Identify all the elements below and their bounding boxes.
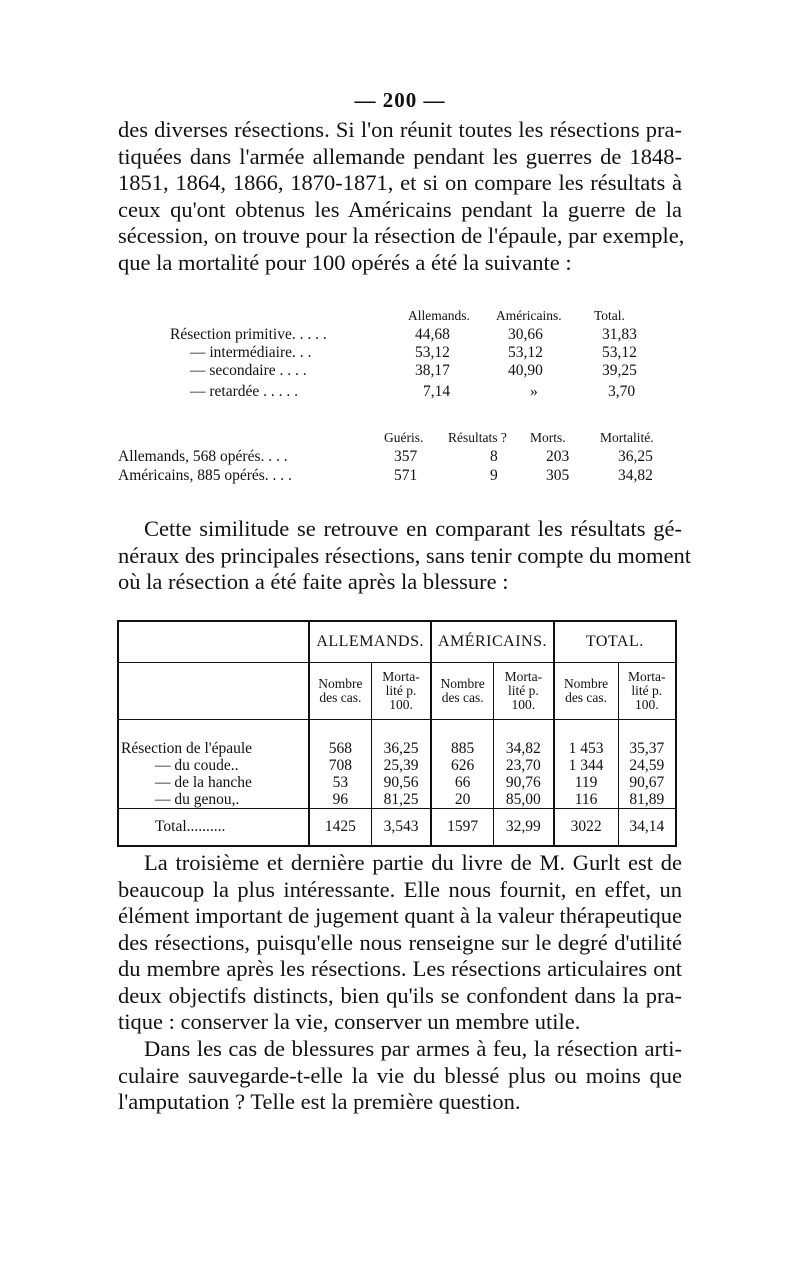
cell-value: 39,25: [602, 362, 637, 379]
column-header: Résultats ?: [448, 430, 507, 445]
column-header: Nombre des cas.: [309, 663, 371, 720]
cell-value: 1597: [431, 809, 493, 847]
text-line: Cette similitude se retrouve en comparant les résultats gé-: [144, 516, 682, 541]
table-mortality-timing: [118, 308, 682, 408]
table-general-results: [117, 620, 677, 835]
cell-value: 24,59: [618, 757, 676, 774]
row-label: — du genou,.: [155, 791, 240, 808]
cell-value: 66: [431, 774, 493, 791]
text-line: 1851, 1864, 1866, 1870-1871, et si on compare les résultats à: [118, 170, 682, 195]
row-label: — du coude..: [155, 757, 239, 774]
paragraph-intro: [118, 117, 685, 276]
cell-value: 38,17: [415, 362, 450, 379]
group-header-total: TOTAL.: [554, 621, 676, 663]
cell-value: 116: [554, 791, 618, 809]
page-number: — 200 —: [354, 88, 446, 112]
cell-value: 1425: [309, 809, 371, 847]
row-label: — secondaire . . . .: [190, 362, 307, 379]
cell-value: 119: [554, 774, 618, 791]
cell-value: 34,82: [618, 467, 653, 484]
cell-value: 53: [309, 774, 371, 791]
cell-value: 40,90: [508, 362, 543, 379]
group-header-allemands: ALLEMANDS.: [309, 621, 431, 663]
cell-value: 53,12: [508, 344, 543, 361]
column-header: Nombre des cas.: [431, 663, 493, 720]
cell-value: 53,12: [602, 344, 637, 361]
cell-value: 7,14: [423, 383, 451, 400]
text-line: où la résection a été faite après la blessure :: [118, 569, 509, 594]
row-label: — de la hanche: [155, 774, 252, 791]
text-line: élément important de jugement quant à la valeur thérapeutique: [118, 903, 682, 928]
cell-value: 90,76: [494, 774, 554, 791]
paragraph-similarity: [118, 516, 691, 596]
table-row: [118, 740, 676, 757]
text-line: tiquées dans l'armée allemande pendant les guerres de 1848-: [118, 143, 682, 169]
column-header: Nombre des cas.: [554, 663, 618, 720]
text-line: ceux qu'ont obtenus les Américains pendant la guerre de la: [118, 196, 682, 222]
cell-value: »: [530, 383, 538, 400]
cell-value: 357: [394, 448, 418, 465]
row-label: — retardée . . . . .: [190, 383, 299, 400]
table-subheader-row: [118, 663, 676, 720]
column-header: Total.: [594, 308, 625, 323]
row-label: Résection primitive. . . . .: [170, 326, 327, 343]
text-line: l'amputation ? Telle est la première question.: [118, 1089, 521, 1114]
row-label: Américains, 885 opérés. . . .: [118, 467, 292, 484]
column-header: Morta- lité p. 100.: [618, 663, 676, 720]
row-label: Résection de l'épaule: [121, 740, 253, 757]
row-label: Total..........: [118, 809, 309, 847]
paragraph-third-part: [118, 850, 682, 1036]
cell-value: 90,56: [371, 774, 431, 791]
cell-value: 85,00: [494, 791, 554, 809]
text-line: sécession, on trouve pour la résection de l'épaule, par exemple,: [118, 223, 685, 248]
cell-value: 3022: [554, 809, 618, 847]
cell-value: 568: [309, 740, 371, 757]
cell-value: 96: [309, 791, 371, 809]
table-row: [118, 757, 676, 774]
row-label: — intermédiaire. . .: [190, 344, 312, 361]
column-header: Morta- lité p. 100.: [494, 663, 554, 720]
table-group-header-row: [118, 621, 676, 663]
cell-value: 8: [490, 448, 498, 465]
cell-value: 35,37: [618, 740, 676, 757]
text-line: culaire sauvegarde-t-elle la vie du blessé plus ou moins que: [118, 1062, 682, 1088]
column-header: Morts.: [530, 430, 566, 445]
text-line: du membre après les résections. Les résections articulaires ont: [118, 956, 682, 981]
cell-value: 36,25: [618, 448, 653, 465]
cell-value: 44,68: [415, 326, 450, 343]
cell-value: 20: [431, 791, 493, 809]
column-header: Guéris.: [384, 430, 424, 445]
text-line: tique : conserver la vie, conserver un membre utile.: [118, 1009, 581, 1034]
cell-value: 708: [309, 757, 371, 774]
cell-value: 34,82: [494, 740, 554, 757]
cell-value: 3,70: [608, 383, 636, 400]
table-row: [118, 791, 676, 809]
column-header: Morta- lité p. 100.: [371, 663, 431, 720]
cell-value: 305: [546, 467, 570, 484]
table-total-row: [118, 809, 676, 847]
cell-value: 9: [490, 467, 498, 484]
cell-value: 203: [546, 448, 570, 465]
cell-value: 1 344: [554, 757, 618, 774]
cell-value: 90,67: [618, 774, 676, 791]
group-header-americains: AMÉRICAINS.: [431, 621, 553, 663]
cell-value: 626: [431, 757, 493, 774]
table-outcomes: [118, 430, 682, 492]
text-line: beaucoup la plus intéressante. Elle nous fournit, en effet, un: [118, 876, 682, 902]
cell-value: 571: [394, 467, 418, 484]
cell-value: 81,89: [618, 791, 676, 809]
cell-value: 36,25: [371, 740, 431, 757]
text-line: La troisième et dernière partie du livre de M. Gurlt est de: [144, 850, 682, 875]
cell-value: 25,39: [371, 757, 431, 774]
text-line: Dans les cas de blessures par armes à feu, la résection arti-: [144, 1036, 682, 1061]
column-header: Allemands.: [408, 308, 470, 323]
text-line: deux objectifs distincts, bien qu'ils se confondent dans la pra-: [118, 982, 682, 1008]
paragraph-question: [118, 1036, 682, 1116]
text-line: des résections, puisqu'elle nous renseigne sur le degré d'utilité: [118, 929, 682, 955]
column-header: Américains.: [496, 308, 562, 323]
row-label: Allemands, 568 opérés. . . .: [118, 448, 288, 465]
cell-value: 3,543: [371, 809, 431, 847]
text-line: des diverses résections. Si l'on réunit toutes les résections pra-: [118, 117, 682, 142]
text-line: néraux des principales résections, sans tenir compte du moment: [118, 542, 691, 568]
cell-value: 32,99: [494, 809, 554, 847]
cell-value: 31,83: [602, 326, 637, 343]
cell-value: 885: [431, 740, 493, 757]
cell-value: 34,14: [618, 809, 676, 847]
cell-value: 53,12: [415, 344, 450, 361]
table-row: [118, 774, 676, 791]
text-line: que la mortalité pour 100 opérés a été la suivante :: [118, 249, 572, 275]
cell-value: 81,25: [371, 791, 431, 809]
cell-value: 23,70: [494, 757, 554, 774]
cell-value: 1 453: [554, 740, 618, 757]
column-header: Mortalité.: [600, 430, 654, 445]
cell-value: 30,66: [508, 326, 543, 343]
